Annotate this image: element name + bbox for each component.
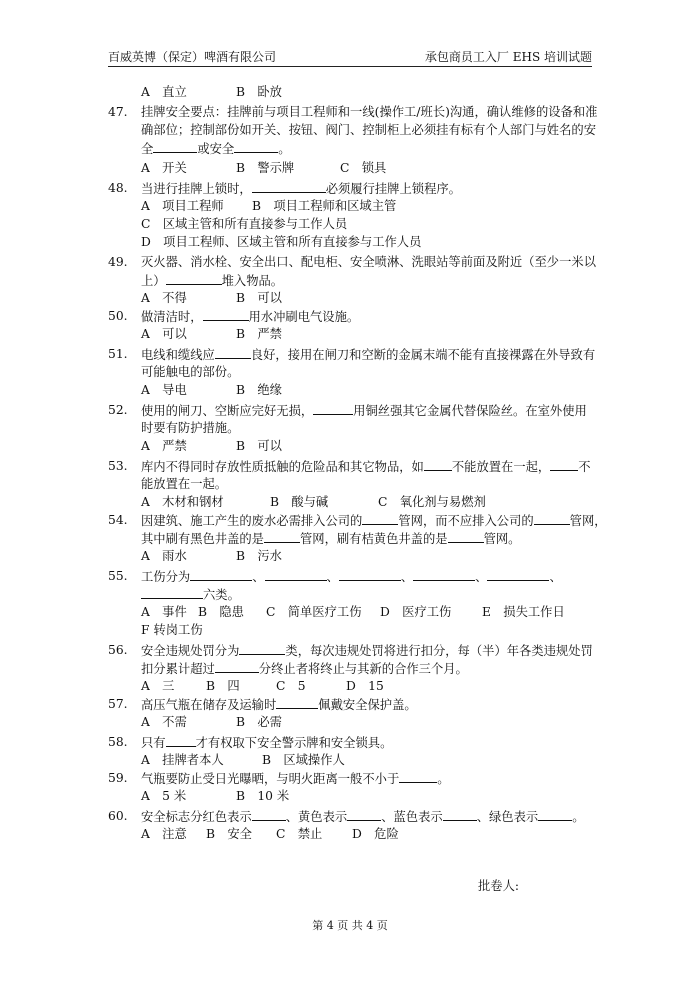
q49-number: 49.: [108, 255, 128, 269]
q56-text-line2: [141, 660, 468, 677]
q51-option-a: A 导电: [141, 383, 187, 397]
answer-blank: [215, 660, 259, 673]
answer-blank: [550, 458, 578, 471]
q47-text-part: 全: [141, 142, 154, 156]
q55-separator: 、: [475, 570, 488, 584]
q58-text-part: 只有: [141, 736, 166, 750]
q59-option-b: B 10 米: [236, 789, 290, 803]
q50-number: 50.: [108, 309, 128, 323]
q55-option-a: A 事件: [141, 605, 187, 619]
company-name: 百威英博（保定）啤酒有限公司: [108, 50, 277, 64]
q55-number: 55.: [108, 569, 128, 583]
answer-blank: [424, 458, 452, 471]
q52-option-b: B 可以: [236, 439, 282, 453]
q60-option-b: B 安全: [206, 827, 252, 841]
answer-blank: [190, 568, 252, 581]
q56-option-c: C 5: [276, 679, 306, 693]
q50-option-b: B 严禁: [236, 327, 282, 341]
answer-blank: [166, 734, 196, 747]
q55-option-e: E 损失工作日: [482, 605, 565, 619]
answer-blank: [203, 308, 249, 321]
q53-option-c: C 氧化剂与易燃剂: [378, 495, 486, 509]
q54-number: 54.: [108, 513, 128, 527]
q53-text-part: 不: [578, 460, 591, 474]
q56-text-part: 类，每次违规处罚将进行扣分，每（半）年各类违规处罚: [285, 644, 593, 658]
answer-blank: [538, 808, 572, 821]
answer-blank: [265, 568, 327, 581]
q50-option-a: A 可以: [141, 327, 187, 341]
answer-blank: [264, 530, 300, 543]
q46-option-a: A 直立: [141, 85, 187, 99]
q53-option-b: B 酸与碱: [270, 495, 329, 509]
answer-blank: [443, 808, 477, 821]
header-divider: [108, 66, 592, 67]
exam-title: 承包商员工入厂 EHS 培训试题: [424, 50, 592, 64]
q52-text-line1: [141, 402, 587, 419]
answer-blank: [399, 770, 437, 783]
q47-text-part: 或安全: [197, 142, 235, 156]
q58-number: 58.: [108, 735, 128, 749]
answer-blank: [252, 180, 326, 193]
q54-text-part: 因建筑、施工产生的废水必需排入公司的: [141, 514, 363, 528]
q57-text-line1: [141, 696, 417, 713]
q58-text-line1: [141, 734, 392, 751]
q54-text-part: 管网，刷有桔黄色井盖的是: [299, 532, 448, 546]
q58-option-b: B 区域操作人: [262, 753, 345, 767]
q56-text-line1: [141, 642, 593, 659]
q48-option-a: A 项目工程师: [141, 199, 224, 213]
q47-text-part: 。: [278, 142, 291, 156]
q56-text-part: 安全违规处罚分为: [141, 644, 240, 658]
q60-option-a: A 注意: [141, 827, 187, 841]
answer-blank: [413, 568, 475, 581]
answer-blank: [215, 346, 251, 359]
answer-blank: [239, 642, 285, 655]
q57-option-b: B 必需: [236, 715, 282, 729]
q55-option-c: C 简单医疗工伤: [266, 605, 362, 619]
q49-option-b: B 可以: [236, 291, 282, 305]
q56-option-d: D 15: [346, 679, 384, 693]
q47-number: 47.: [108, 105, 128, 119]
q56-text-part: 分终止者将终止与其新的合作三个月。: [258, 662, 468, 676]
answer-blank: [153, 140, 197, 153]
q57-text-part: 高压气瓶在储存及运输时: [141, 698, 277, 712]
q50-text-part: 做清洁时，: [141, 310, 203, 324]
q48-option-c: C 区域主管和所有直接参与工作人员: [141, 217, 348, 231]
q52-text-part: 用铜丝强其它金属代替保险丝。在室外使用: [353, 404, 587, 418]
answer-blank: [362, 512, 398, 525]
q50-text-part: 用水冲刷电气设施。: [248, 310, 360, 324]
q54-text-part: 管网，而不应排入公司的: [398, 514, 534, 528]
q51-option-b: B 绝缘: [236, 383, 282, 397]
q55-separator: 、: [326, 570, 339, 584]
q56-text-part: 扣分累计超过: [141, 662, 215, 676]
q48-option-d: D 项目工程师、区域主管和所有直接参与工作人员: [141, 235, 422, 249]
q52-number: 52.: [108, 403, 128, 417]
q52-option-a: A 严禁: [141, 439, 187, 453]
q59-number: 59.: [108, 771, 128, 785]
q53-text-part: 库内不得同时存放性质抵触的危险品和其它物品，如: [141, 460, 424, 474]
q51-text-part: 良好，接用在闸刀和空断的金属末端不能有直接裸露在外导致有: [250, 348, 596, 362]
answer-blank: [166, 272, 222, 285]
q55-option-f: F 转岗工伤: [141, 623, 203, 637]
q57-text-part: 佩戴安全保护盖。: [318, 698, 417, 712]
q59-option-a: A 5 米: [141, 789, 187, 803]
q49-text-part: 上）: [141, 274, 166, 288]
q54-text-part: 其中刷有黑色井盖的是: [141, 532, 264, 546]
q53-text-line1: [141, 458, 591, 475]
q54-option-b: B 污水: [236, 549, 282, 563]
page-footer: 第 4 页 共 4 页: [312, 919, 388, 932]
q49-text-part: 堆入物品。: [221, 274, 284, 288]
q53-option-a: A 木材和钢材: [141, 495, 224, 509]
q55-text-part: 工伤分为: [141, 570, 191, 584]
q48-text-line1: [141, 180, 461, 197]
q58-text-part: 才有权取下安全警示牌和安全锁具。: [195, 736, 393, 750]
q57-option-a: A 不需: [141, 715, 187, 729]
q60-option-c: C 禁止: [276, 827, 323, 841]
q55-option-d: D 医疗工伤: [380, 605, 452, 619]
q56-number: 56.: [108, 643, 128, 657]
q55-text-line2: [141, 586, 240, 603]
q59-text-part: 。: [437, 772, 450, 786]
q48-text-part: 当进行挂牌上锁时，: [141, 182, 252, 196]
q54-text-part: 管网，: [569, 514, 607, 528]
q47-text-line3: [141, 140, 291, 157]
answer-blank: [487, 568, 549, 581]
q51-number: 51.: [108, 347, 128, 361]
q49-text-line2: [141, 272, 283, 289]
q51-text-line2: 可能触电的部份。: [141, 365, 240, 379]
q55-text-part: 六类。: [203, 588, 240, 602]
q60-text-part: 、蓝色表示: [381, 810, 443, 824]
answer-blank: [276, 696, 318, 709]
q60-text-part: 安全标志分红色表示: [141, 810, 252, 824]
q49-text-line1: 灭火器、消水栓、安全出口、配电柜、安全喷淋、洗眼站等前面及附近（至少一米以: [141, 255, 596, 269]
q47-text-line1: 挂牌安全要点：挂牌前与项目工程师和一线(操作工/班长)沟通，确认维修的设备和准: [141, 105, 598, 119]
answer-blank: [534, 512, 570, 525]
answer-blank: [313, 402, 353, 415]
q60-text-line1: [141, 808, 585, 825]
q47-option-c: C 锁具: [340, 161, 387, 175]
q54-text-line2: [141, 530, 520, 547]
q48-option-b: B 项目工程师和区域主管: [252, 199, 397, 213]
answer-blank: [347, 808, 381, 821]
answer-blank: [141, 586, 203, 599]
q52-text-line2: 时要有防护措施。: [141, 421, 240, 435]
q51-text-part: 电线和缆线应: [141, 348, 215, 362]
q54-text-part: 管网。: [483, 532, 521, 546]
q59-text-line1: [141, 770, 450, 787]
q60-option-d: D 危险: [352, 827, 399, 841]
q60-text-part: 、绿色表示: [476, 810, 539, 824]
q60-text-part: 、黄色表示: [285, 810, 348, 824]
answer-blank: [339, 568, 401, 581]
q51-text-line1: [141, 346, 595, 363]
answer-blank: [252, 808, 286, 821]
q49-option-a: A 不得: [141, 291, 187, 305]
answer-blank: [234, 140, 278, 153]
q57-number: 57.: [108, 697, 128, 711]
q48-text-part: 必须履行挂牌上锁程序。: [325, 182, 461, 196]
grader-label: 批卷人:: [478, 879, 520, 893]
q53-text-part: 不能放置在一起，: [451, 460, 551, 474]
q55-separator: 、: [252, 570, 265, 584]
q53-number: 53.: [108, 459, 128, 473]
q48-number: 48.: [108, 181, 128, 195]
q50-text-line1: [141, 308, 359, 325]
q55-option-b: B 隐患: [198, 605, 244, 619]
page-header: [108, 48, 592, 66]
q55-separator: 、: [400, 570, 414, 584]
q59-text-part: 气瓶要防止受日光曝晒，与明火距离一般不小于: [141, 772, 400, 786]
q47-option-b: B 警示牌: [236, 161, 295, 175]
q56-option-b: B 四: [206, 679, 240, 693]
q47-text-line2: 确部位；控制部份如开关、按钮、阀门、控制柜上必须挂有标有个人部门与姓名的安: [141, 123, 596, 137]
answer-blank: [448, 530, 484, 543]
q60-number: 60.: [108, 809, 128, 823]
q53-text-line2: 能放置在一起。: [141, 477, 228, 491]
q54-option-a: A 雨水: [141, 549, 187, 563]
q46-option-b: B 卧放: [236, 85, 282, 99]
q47-option-a: A 开关: [141, 161, 187, 175]
q56-option-a: A 三: [141, 679, 175, 693]
q52-text-part: 使用的闸刀、空断应完好无损，: [141, 404, 314, 418]
q55-text-line1: [141, 568, 562, 585]
q55-separator: 、: [549, 570, 562, 584]
q54-text-line1: [141, 512, 607, 529]
q60-text-part: 。: [572, 810, 585, 824]
q58-option-a: A 挂牌者本人: [141, 753, 224, 767]
